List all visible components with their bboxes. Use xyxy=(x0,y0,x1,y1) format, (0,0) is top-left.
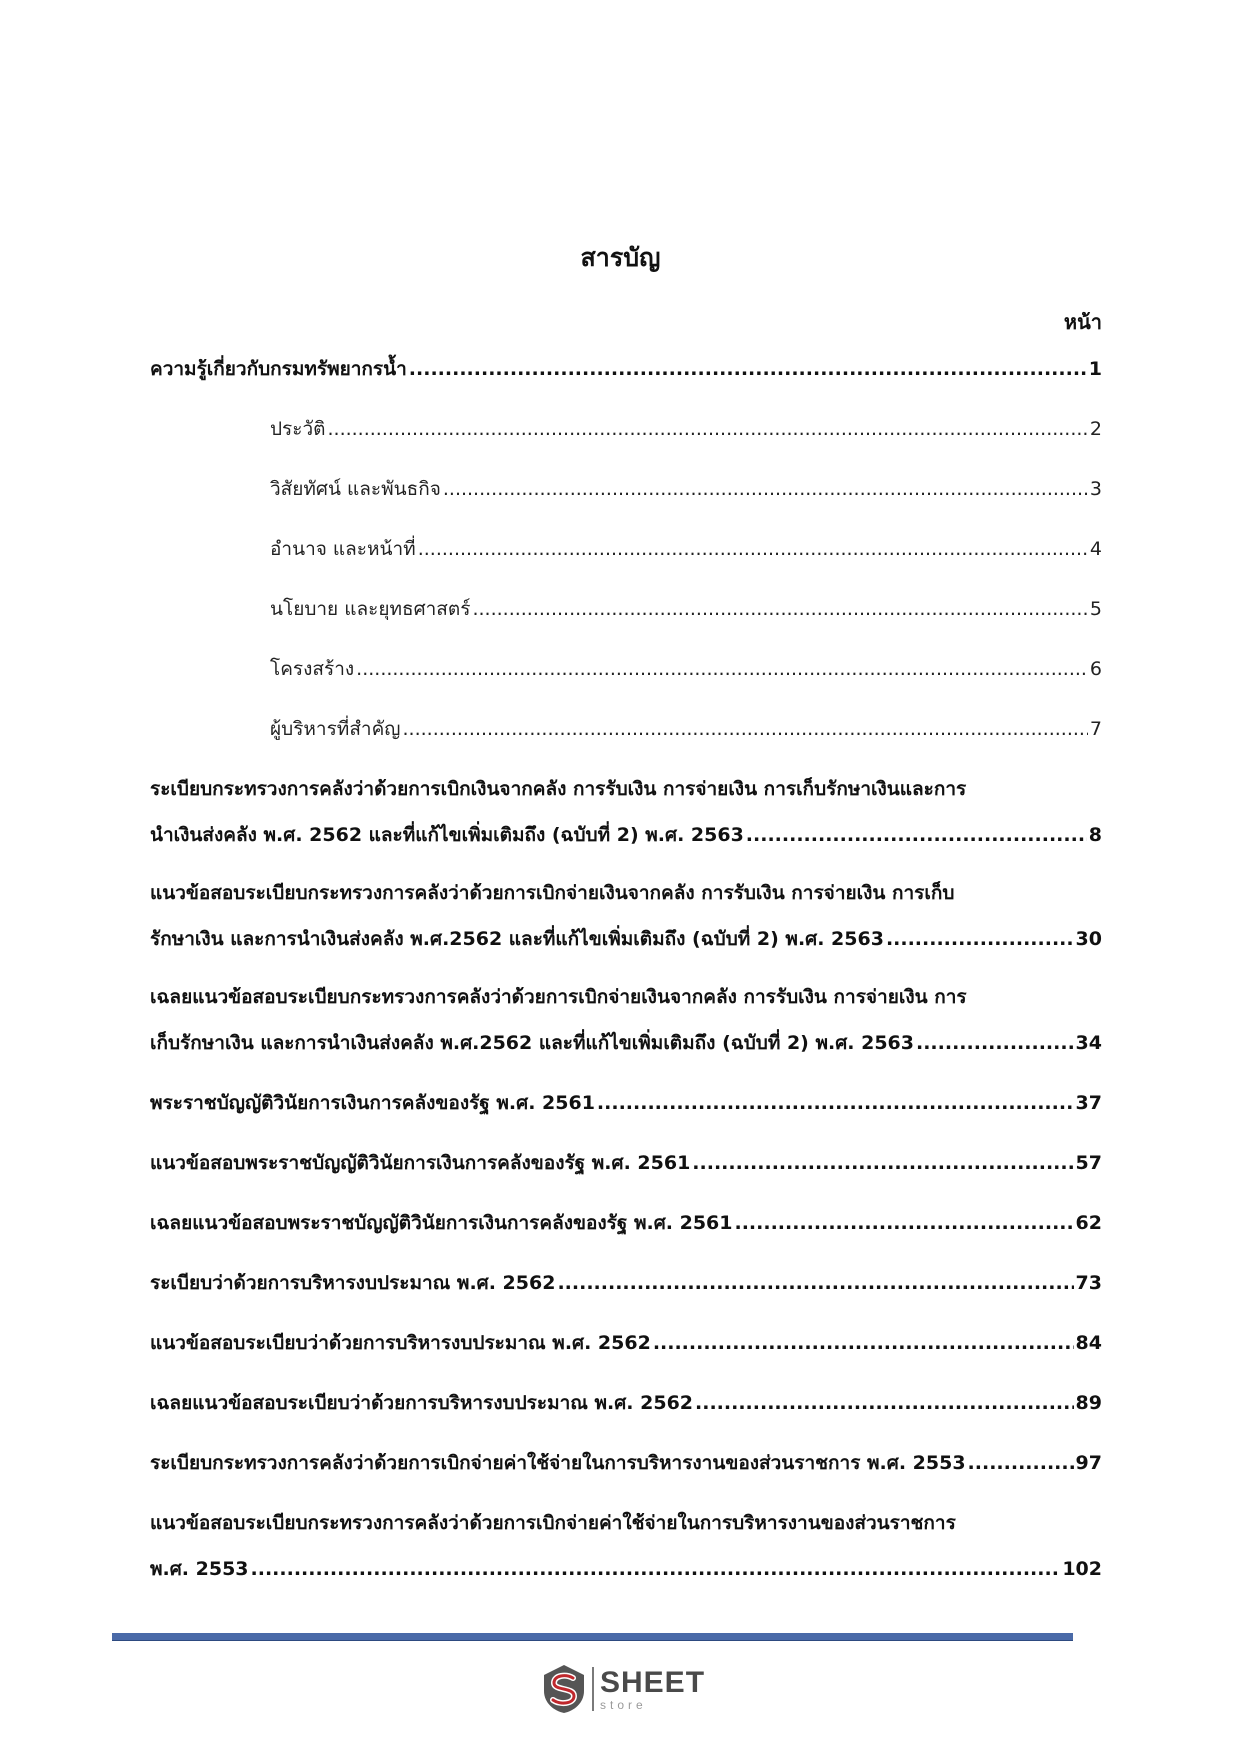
toc-entry-title: เฉลยแนวข้อสอบระเบียบกระทรวงการคลังว่าด้วยการเบิกจ่ายเงินจากคลัง การรับเงิน การจ่ายเงิน การ xyxy=(150,986,967,1008)
toc-subentry[interactable] xyxy=(270,474,1102,520)
toc-entry[interactable] xyxy=(150,1388,1102,1434)
toc-entry-title: วิสัยทัศน์ และพันธกิจ xyxy=(270,478,441,500)
toc-entry[interactable] xyxy=(150,1268,1102,1314)
toc-entry-title-cont: นำเงินส่งคลัง พ.ศ. 2562 และที่แก้ไขเพิ่มเติมถึง (ฉบับที่ 2) พ.ศ. 2563 xyxy=(150,824,744,846)
toc-entry-page: 3 xyxy=(1089,478,1102,500)
toc-subentry[interactable] xyxy=(270,654,1102,700)
toc-entry-title: เฉลยแนวข้อสอบพระราชบัญญัติวินัยการเงินการคลังของรัฐ พ.ศ. 2561 xyxy=(150,1212,733,1234)
toc-entry-page: 7 xyxy=(1089,718,1102,740)
toc-entry[interactable] xyxy=(150,354,1102,400)
toc-entry[interactable] xyxy=(150,1148,1102,1194)
toc-entry-page: 2 xyxy=(1089,418,1102,440)
toc-entry-page: 97 xyxy=(1075,1452,1102,1474)
toc-entry-page: 57 xyxy=(1075,1152,1102,1174)
toc-entry-title: แนวข้อสอบระเบียบกระทรวงการคลังว่าด้วยการเบิกจ่ายเงินจากคลัง การรับเงิน การจ่ายเงิน การเก็บ xyxy=(150,882,955,904)
toc-subentry[interactable] xyxy=(270,534,1102,580)
toc-entry[interactable] xyxy=(150,1328,1102,1374)
toc-entry-page: 34 xyxy=(1075,1032,1102,1054)
toc-entry-page: 62 xyxy=(1075,1212,1102,1234)
toc-entry-title: ระเบียบกระทรวงการคลังว่าด้วยการเบิกจ่ายค่าใช้จ่ายในการบริหารงานของส่วนราชการ พ.ศ. 2553 xyxy=(150,1452,966,1474)
toc-entry-title: เฉลยแนวข้อสอบระเบียบว่าด้วยการบริหารงบประมาณ พ.ศ. 2562 xyxy=(150,1392,694,1414)
sheet-store-logo xyxy=(540,1661,720,1717)
toc-entry-page: 5 xyxy=(1089,598,1102,620)
toc-entry-title: โครงสร้าง xyxy=(270,658,355,680)
toc-entry-title: พระราชบัญญัติวินัยการเงินการคลังของรัฐ พ.ศ. 2561 xyxy=(150,1092,595,1114)
toc-entry-title: ประวัติ xyxy=(270,418,326,440)
toc-subentry[interactable] xyxy=(270,594,1102,640)
toc-entry-page: 30 xyxy=(1075,928,1102,950)
sheet-store-logo-icon xyxy=(540,1663,588,1715)
toc-entry[interactable] xyxy=(150,878,1102,970)
toc-entry-title: แนวข้อสอบระเบียบว่าด้วยการบริหารงบประมาณ พ.ศ. 2562 xyxy=(150,1332,651,1354)
toc-entry-title: แนวข้อสอบระเบียบกระทรวงการคลังว่าด้วยการเบิกจ่ายค่าใช้จ่ายในการบริหารงานของส่วนราชการ xyxy=(150,1512,956,1534)
toc-entry[interactable] xyxy=(150,1208,1102,1254)
toc-entry[interactable] xyxy=(150,774,1102,866)
toc-entry-title-cont: พ.ศ. 2553 xyxy=(150,1558,249,1580)
toc-entry-page: 84 xyxy=(1075,1332,1102,1354)
toc-entry-page: 1 xyxy=(1088,358,1102,380)
toc-entry-title-cont: เก็บรักษาเงิน และการนำเงินส่งคลัง พ.ศ.2562 และที่แก้ไขเพิ่มเติมถึง (ฉบับที่ 2) พ.ศ. 2563 xyxy=(150,1032,914,1054)
page-column-label: หน้า xyxy=(1063,310,1102,334)
toc-entry[interactable] xyxy=(150,982,1102,1074)
toc-entry-page: 8 xyxy=(1088,824,1102,846)
toc-entry-page: 6 xyxy=(1089,658,1102,680)
toc-entry-title: ระเบียบว่าด้วยการบริหารงบประมาณ พ.ศ. 2562 xyxy=(150,1272,556,1294)
page-title: สารบัญ xyxy=(580,243,661,272)
logo-sub-text: store xyxy=(600,1697,647,1712)
toc-entry-page: 4 xyxy=(1089,538,1102,560)
toc-entry-title: นโยบาย และยุทธศาสตร์ xyxy=(270,598,471,620)
footer-rule xyxy=(112,1633,1073,1641)
toc-entry[interactable] xyxy=(150,1448,1102,1494)
toc-subentry[interactable] xyxy=(270,714,1102,760)
toc-entry-title: ผู้บริหารที่สำคัญ xyxy=(270,718,401,740)
toc-entry-page: 89 xyxy=(1075,1392,1102,1414)
logo-brand-text: SHEET xyxy=(600,1665,706,1699)
toc-entry-title: อำนาจ และหน้าที่ xyxy=(270,538,416,560)
logo-divider xyxy=(592,1667,594,1711)
toc-entry-page: 37 xyxy=(1075,1092,1102,1114)
toc-entry-page: 102 xyxy=(1062,1558,1102,1580)
toc-entry-title: ความรู้เกี่ยวกับกรมทรัพยากรน้ำ xyxy=(150,358,407,380)
toc-entry-title-cont: รักษาเงิน และการนำเงินส่งคลัง พ.ศ.2562 และที่แก้ไขเพิ่มเติมถึง (ฉบับที่ 2) พ.ศ. 2563 xyxy=(150,928,884,950)
toc-entry[interactable] xyxy=(150,1088,1102,1134)
toc-entry-title: ระเบียบกระทรวงการคลังว่าด้วยการเบิกเงินจากคลัง การรับเงิน การจ่ายเงิน การเก็บรักษาเงินและการ xyxy=(150,778,967,800)
toc-entry-page: 73 xyxy=(1075,1272,1102,1294)
toc-entry-title: แนวข้อสอบพระราชบัญญัติวินัยการเงินการคลังของรัฐ พ.ศ. 2561 xyxy=(150,1152,691,1174)
toc-subentry[interactable] xyxy=(270,414,1102,460)
toc-entry[interactable] xyxy=(150,1508,1102,1600)
